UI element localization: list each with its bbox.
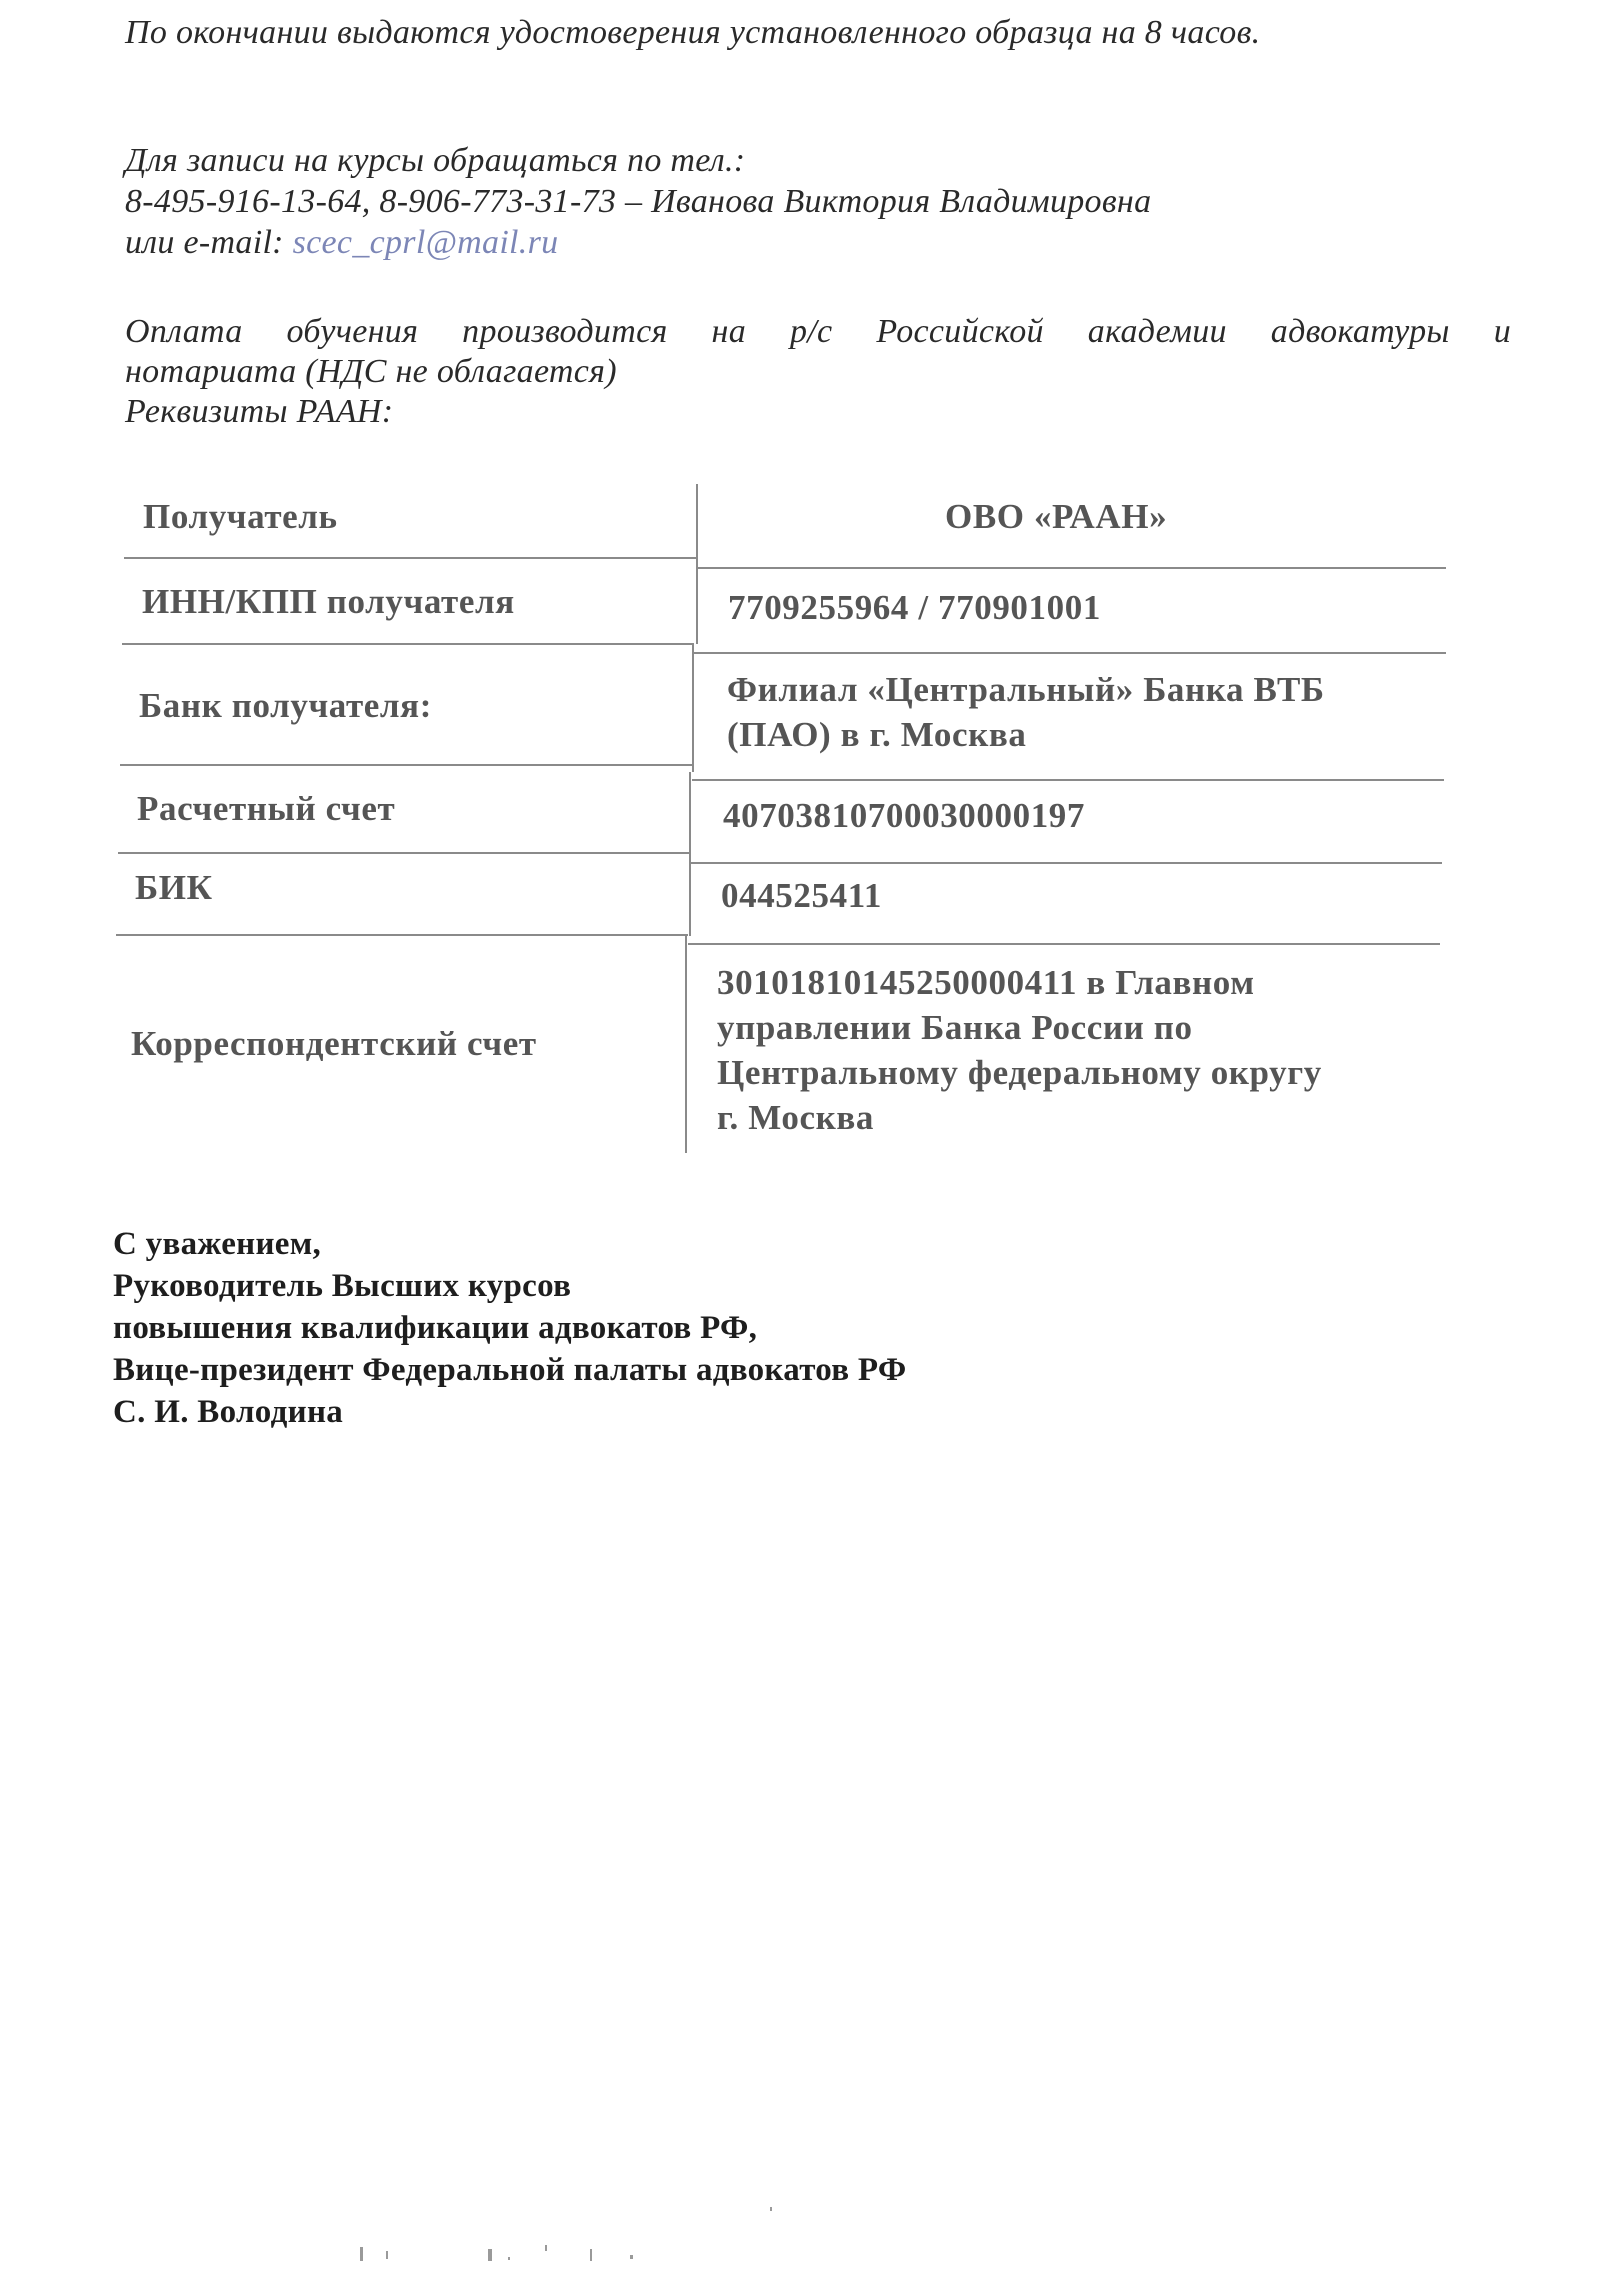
account-label: Расчетный счет: [137, 789, 396, 828]
corr-value-line-1: 30101810145250000411 в Главном: [717, 963, 1255, 1002]
bank-value-line-2: (ПАО) в г. Москва: [727, 715, 1027, 754]
table-row-divider: [120, 764, 692, 766]
account-value: 40703810700030000197: [723, 796, 1085, 835]
inn-value: 7709255964 / 770901001: [728, 588, 1101, 627]
contact-email-line: [125, 222, 1151, 263]
email-prefix: или e-mail:: [125, 224, 293, 261]
signature-title-2: повышения квалификации адвокатов РФ,: [113, 1310, 758, 1346]
table-row-divider: [696, 567, 1446, 569]
table-row-divider: [124, 557, 696, 559]
inn-label: ИНН/КПП получателя: [142, 582, 515, 621]
table-column-divider: [692, 644, 694, 772]
payment-line-1: Оплата обучения производится на р/с Российской академии адвокатуры и: [125, 313, 1511, 350]
payment-line-2: нотариата (НДС не облагается): [125, 353, 617, 390]
table-column-divider: [696, 484, 698, 644]
table-column-divider: [685, 936, 687, 1153]
corr-value: [717, 960, 1322, 1140]
payment-paragraph: [125, 312, 1511, 432]
corr-label: Корреспондентский счет: [131, 1024, 537, 1063]
bank-value: [727, 667, 1325, 757]
email-link[interactable]: scec_cprl@mail.ru: [292, 224, 559, 261]
corr-value-line-3: Центральному федеральному округу: [717, 1053, 1322, 1092]
table-row-divider: [122, 643, 694, 645]
corr-value-line-2: управлении Банка России по: [717, 1008, 1193, 1047]
signature-title-1: Руководитель Высших курсов: [113, 1268, 572, 1304]
contact-intro: Для записи на курсы обращаться по тел.:: [125, 142, 746, 179]
table-row-divider: [694, 652, 1446, 654]
scan-artifacts: [340, 2235, 760, 2275]
table-row-divider: [688, 943, 1440, 945]
bik-label: БИК: [135, 868, 213, 907]
corr-value-line-4: г. Москва: [717, 1098, 875, 1137]
signature-name: С. И. Володина: [113, 1394, 344, 1430]
bik-value: 044525411: [721, 876, 882, 915]
contact-phones: 8-495-916-13-64, 8-906-773-31-73 – Иванова Виктория Владимировна: [125, 183, 1152, 220]
bank-value-line-1: Филиал «Центральный» Банка ВТБ: [727, 670, 1325, 709]
table-row-divider: [690, 862, 1442, 864]
certificate-paragraph: По окончании выдаются удостоверения установленного образца на 8 часов.: [125, 14, 1261, 51]
signature-block: [113, 1223, 906, 1433]
contact-paragraph: [125, 140, 1151, 263]
table-row-divider: [116, 934, 688, 936]
signature-title-3: Вице-президент Федеральной палаты адвокатов РФ: [113, 1352, 907, 1388]
signature-greeting: С уважением,: [113, 1226, 322, 1262]
table-column-divider: [689, 772, 691, 936]
table-row-divider: [118, 852, 690, 854]
payment-line-3: Реквизиты РААН:: [125, 393, 394, 430]
recipient-value: ОВО «РААН»: [945, 497, 1168, 536]
recipient-label: Получатель: [143, 497, 338, 536]
table-row-divider: [692, 779, 1444, 781]
bank-label: Банк получателя:: [139, 686, 432, 725]
